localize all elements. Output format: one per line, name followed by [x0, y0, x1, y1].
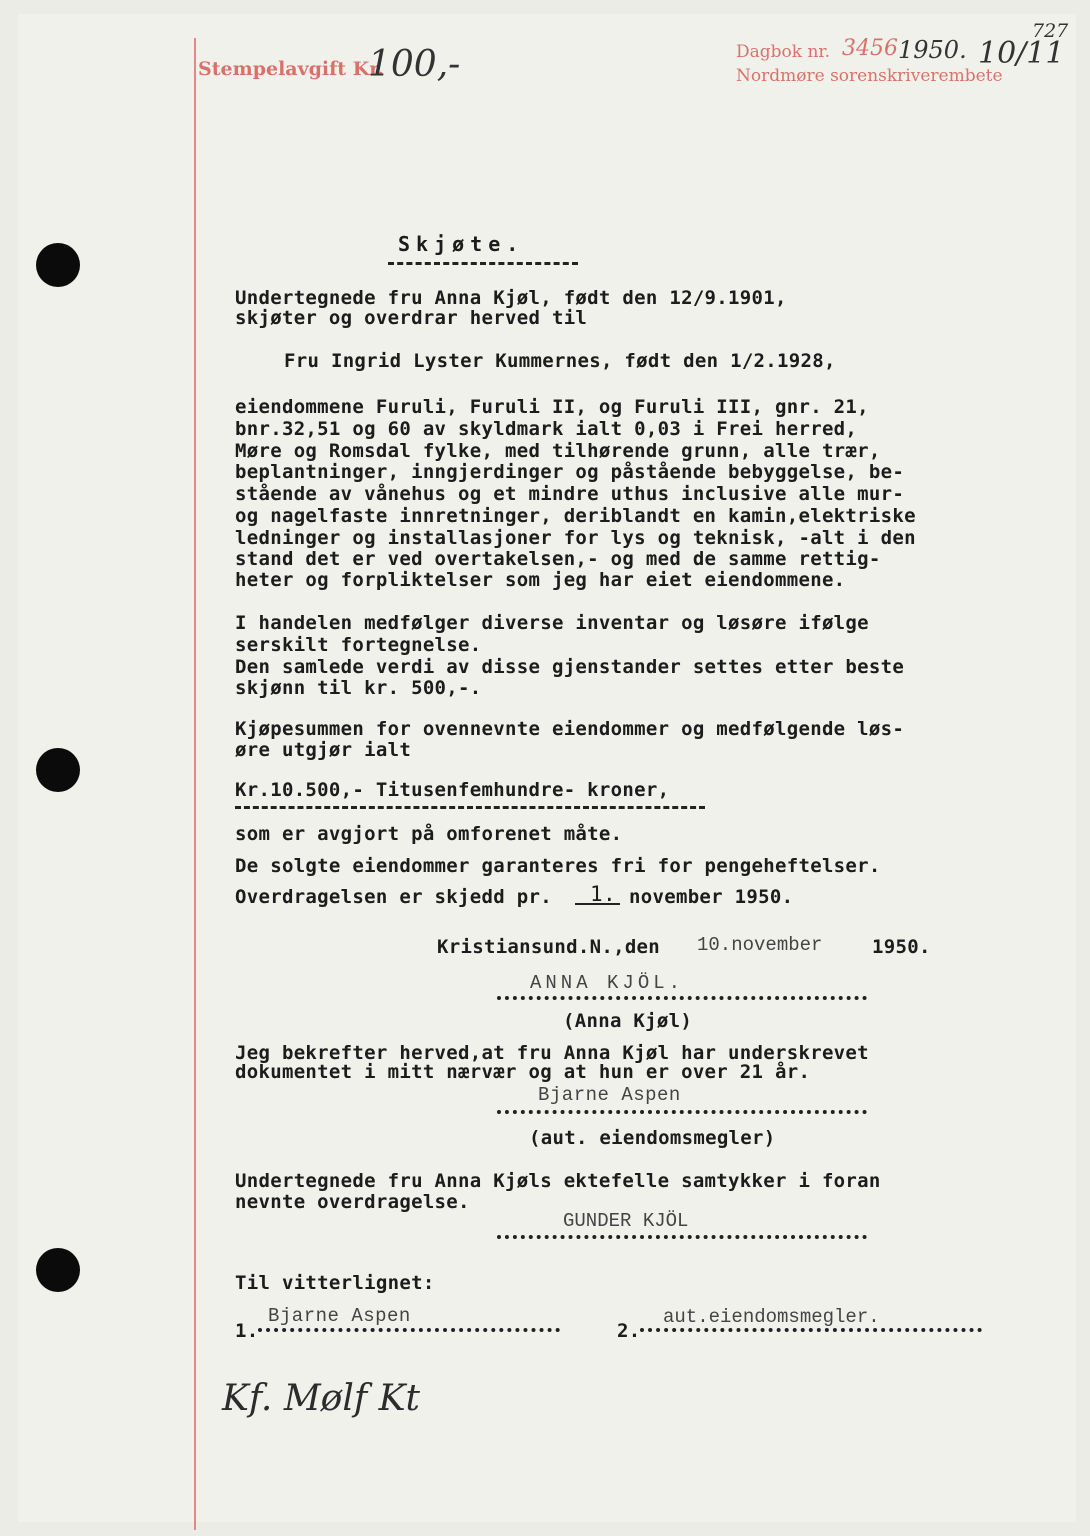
confirm-line: dokumentet i mitt nærvær og at hun er over 21 år.: [235, 1061, 811, 1083]
spouse-line: Undertegnede fru Anna Kjøls ektefelle samtykker i foran: [235, 1170, 881, 1192]
dagbok-year: 1950.: [898, 36, 967, 64]
document-page: [18, 14, 1076, 1522]
margin-note: Kf. Mølf Kt: [222, 1378, 420, 1419]
stamp-fee-label: Stempelavgift Kr.: [198, 58, 385, 80]
seller-signature: ANNA KJÖL.: [530, 972, 685, 994]
court-office: Nordmøre sorenskriverembete: [736, 66, 1003, 86]
terms-line: De solgte eiendommer garanteres fri for pengeheftelser.: [235, 855, 881, 877]
title-underline: [388, 262, 578, 265]
property-line: beplantninger, inngjerdinger og påstående bebyggelse, be-: [235, 461, 905, 483]
property-line: stående av vånehus og et mindre uthus inclusive alle mur-: [235, 483, 905, 505]
seller-signature-line: [497, 996, 867, 1000]
property-line: eiendommene Furuli, Furuli II, og Furuli III, gnr. 21,: [235, 396, 869, 418]
punch-hole: [36, 243, 80, 287]
inventory-line: I handelen medfølger diverse inventar og løsøre ifølge: [235, 612, 869, 634]
property-line: ledninger og installasjoner for lys og teknisk, -alt i den: [235, 527, 916, 549]
transfer-day-underline: [575, 903, 620, 905]
confirm-line: Jeg bekrefter herved,at fru Anna Kjøl har underskrevet: [235, 1042, 869, 1064]
inventory-line: skjønn til kr. 500,-.: [235, 677, 482, 699]
broker-signature-line: [497, 1110, 867, 1114]
inventory-line: serskilt fortegnelse.: [235, 634, 482, 656]
folio-number: 727: [1032, 20, 1069, 42]
place-date: 10.november: [697, 934, 823, 956]
transfer-prefix: Overdragelsen er skjedd pr.: [235, 886, 552, 908]
property-line: stand det er ved overtakelsen,- og med de samme rettig-: [235, 548, 881, 570]
dagbok-date: 10/11: [978, 36, 1065, 71]
witness-1-number: 1.: [235, 1320, 259, 1342]
margin-rule: [194, 38, 196, 1530]
witness-2-signature: aut.eiendomsmegler.: [663, 1306, 880, 1328]
punch-hole: [36, 748, 80, 792]
property-line: og nagelfaste innretninger, deriblandt en kamin,elektriske: [235, 505, 916, 527]
purchase-price: Kr.10.500,- Titusenfemhundre- kroner,: [235, 779, 670, 801]
witness-label: Til vitterlignet:: [235, 1272, 435, 1294]
spouse-signature: GUNDER KJÖL: [563, 1210, 689, 1232]
buyer-line: Fru Ingrid Lyster Kummernes, født den 1/2.1928,: [284, 350, 836, 372]
witness-2-line: [640, 1328, 982, 1332]
price-intro-line: Kjøpesummen for ovennevnte eiendommer og medfølgende løs-: [235, 718, 905, 740]
witness-1-signature: Bjarne Aspen: [268, 1305, 411, 1327]
inventory-line: Den samlede verdi av disse gjenstander settes etter beste: [235, 656, 905, 678]
spouse-line: nevnte overdragelse.: [235, 1191, 470, 1213]
transfer-suffix: november 1950.: [629, 886, 794, 908]
spouse-signature-line: [497, 1235, 867, 1239]
place-prefix: Kristiansund.N.,den: [437, 936, 661, 958]
property-line: bnr.32,51 og 60 av skyldmark ialt 0,03 i Frei herred,: [235, 418, 858, 440]
price-intro-line: øre utgjør ialt: [235, 739, 412, 761]
property-line: heter og forpliktelser som jeg har eiet eiendommene.: [235, 569, 846, 591]
witness-2-number: 2.: [617, 1320, 641, 1342]
dagbok-label: Dagbok nr.: [736, 42, 831, 62]
terms-line: som er avgjort på omforenet måte.: [235, 823, 623, 845]
page-title: Skjøte.: [398, 232, 525, 256]
intro-line: Undertegnede fru Anna Kjøl, født den 12/9.1901,: [235, 287, 787, 309]
price-underline: [235, 806, 705, 809]
witness-1-line: [258, 1328, 560, 1332]
intro-line: skjøter og overdrar herved til: [235, 307, 588, 329]
place-year: 1950.: [872, 936, 931, 958]
property-line: Møre og Romsdal fylke, med tilhørende grunn, alle trær,: [235, 440, 881, 462]
broker-signature: Bjarne Aspen: [538, 1084, 681, 1106]
stamp-fee-value: 100,-: [368, 44, 461, 85]
dagbok-number: 3456: [842, 36, 898, 61]
broker-title: (aut. eiendomsmegler): [529, 1127, 776, 1149]
transfer-day: 1.: [590, 882, 616, 906]
seller-name: (Anna Kjøl): [563, 1010, 693, 1032]
punch-hole: [36, 1248, 80, 1292]
